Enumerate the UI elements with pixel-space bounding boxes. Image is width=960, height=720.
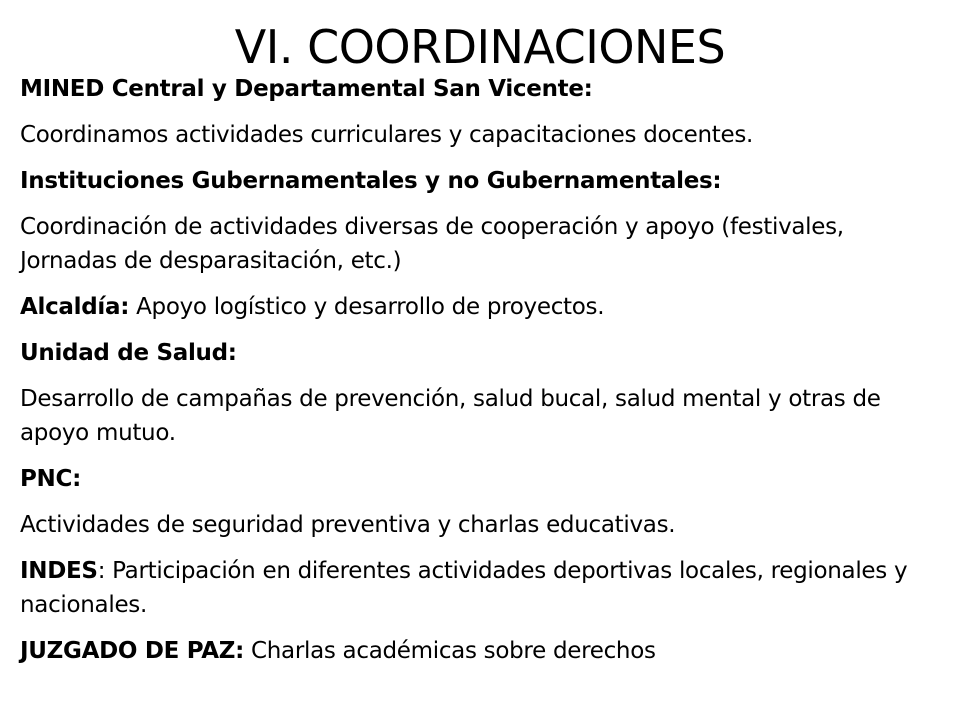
slide-content: [20, 72, 940, 680]
pnc-text: Actividades de seguridad preventiva y charlas educativas.: [20, 512, 676, 538]
instituciones-heading: Instituciones Gubernamentales y no Gubernamentales:: [20, 168, 722, 194]
paragraph-salud-text: [20, 382, 940, 450]
paragraph-mined-heading: [20, 72, 940, 106]
paragraph-pnc-heading: [20, 462, 940, 496]
alcaldia-text: Apoyo logístico y desarrollo de proyectos.: [129, 294, 605, 320]
paragraph-instituciones-text: [20, 210, 940, 278]
juzgado-heading: JUZGADO DE PAZ:: [20, 638, 244, 664]
slide-title: VI. COORDINACIONES: [234, 20, 726, 74]
salud-heading: Unidad de Salud:: [20, 340, 237, 366]
paragraph-indes: [20, 554, 940, 622]
paragraph-juzgado: [20, 634, 940, 668]
paragraph-instituciones-heading: [20, 164, 940, 198]
salud-text: Desarrollo de campañas de prevención, salud bucal, salud mental y otras de apoyo mutuo.: [20, 386, 881, 446]
alcaldia-heading: Alcaldía:: [20, 294, 130, 320]
mined-text: Coordinamos actividades curriculares y capacitaciones docentes.: [20, 122, 754, 148]
indes-text: : Participación en diferentes actividades deportivas locales, regionales y nacionales.: [20, 558, 908, 618]
indes-heading: INDES: [20, 558, 98, 584]
juzgado-text: Charlas académicas sobre derechos: [243, 638, 656, 664]
paragraph-salud-heading: [20, 336, 940, 370]
pnc-heading: PNC:: [20, 466, 81, 492]
instituciones-text: Coordinación de actividades diversas de cooperación y apoyo (festivales, Jornadas de desparasitación, etc.): [20, 214, 844, 274]
paragraph-pnc-text: [20, 508, 940, 542]
mined-heading: MINED Central y Departamental San Vicente:: [20, 76, 593, 102]
paragraph-mined-text: [20, 118, 940, 152]
paragraph-alcaldia: [20, 290, 940, 324]
